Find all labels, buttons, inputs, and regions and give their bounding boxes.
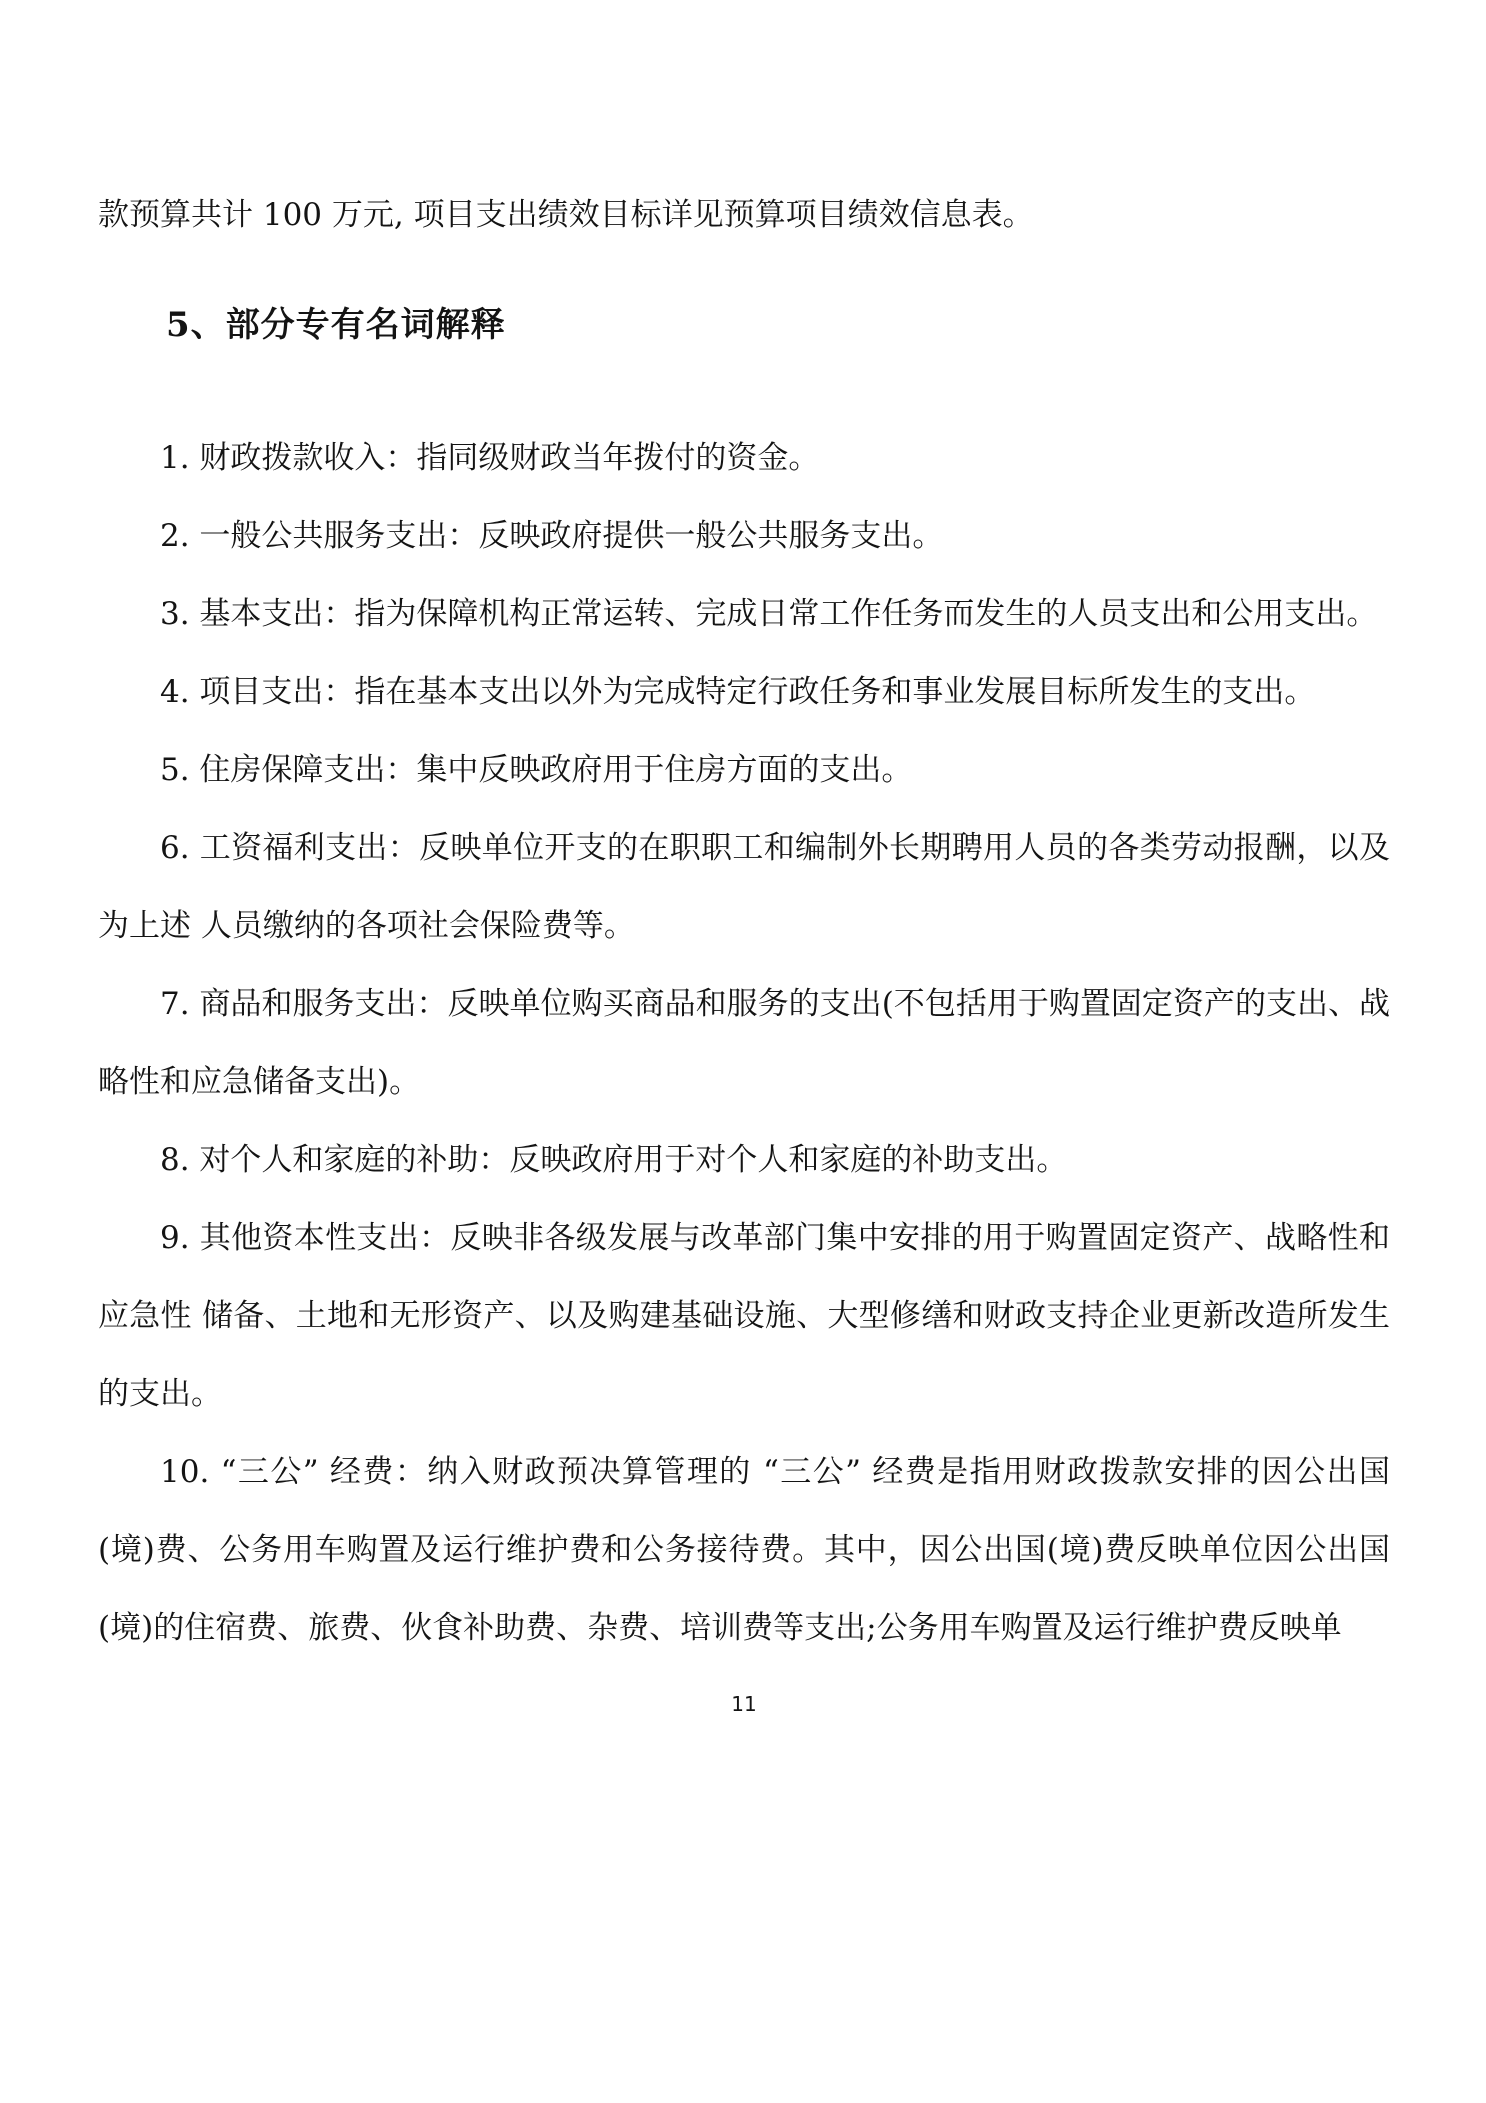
section-heading: 5、部分专有名词解释 xyxy=(166,305,506,345)
term-definition: 1. 财政拨款收入：指同级财政当年拨付的资金。 xyxy=(160,440,820,476)
intro-paragraph: 款预算共计 100 万元, 项目支出绩效目标详见预算项目绩效信息表。 xyxy=(98,197,1034,233)
term-definition: 7. 商品和服务支出：反映单位购买商品和服务的支出(不包括用于购置固定资产的支出、战略性和应急储备支出)。 xyxy=(98,986,1390,1100)
term-definition: 4. 项目支出：指在基本支出以外为完成特定行政任务和事业发展目标所发生的支出。 xyxy=(160,674,1316,710)
term-definition: 6. 工资福利支出：反映单位开支的在职职工和编制外长期聘用人员的各类劳动报酬，以及为上述 人员缴纳的各项社会保险费等。 xyxy=(98,830,1390,944)
term-definition: 8. 对个人和家庭的补助：反映政府用于对个人和家庭的补助支出。 xyxy=(160,1142,1068,1178)
term-definition: 2. 一般公共服务支出：反映政府提供一般公共服务支出。 xyxy=(160,518,944,554)
term-definition: 3. 基本支出：指为保障机构正常运转、完成日常工作任务而发生的人员支出和公用支出。 xyxy=(160,596,1378,632)
page-number: 11 xyxy=(731,1692,757,1716)
term-definition: 5. 住房保障支出：集中反映政府用于住房方面的支出。 xyxy=(160,752,913,788)
term-definition: 9. 其他资本性支出：反映非各级发展与改革部门集中安排的用于购置固定资产、战略性和应急性 储备、土地和无形资产、以及购建基础设施、大型修缮和财政支持企业更新改造所发生的支出。 xyxy=(98,1220,1390,1412)
term-definition: 10. “三公” 经费：纳入财政预决算管理的 “三公” 经费是指用财政拨款安排的因公出国(境)费、公务用车购置及运行维护费和公务接待费。其中，因公出国(境)费反映单位因公出国(境)的住宿费、旅费、伙食补助费、杂费、培训费等支出;公务用车购置及运行维护费反映单 xyxy=(98,1454,1390,1646)
